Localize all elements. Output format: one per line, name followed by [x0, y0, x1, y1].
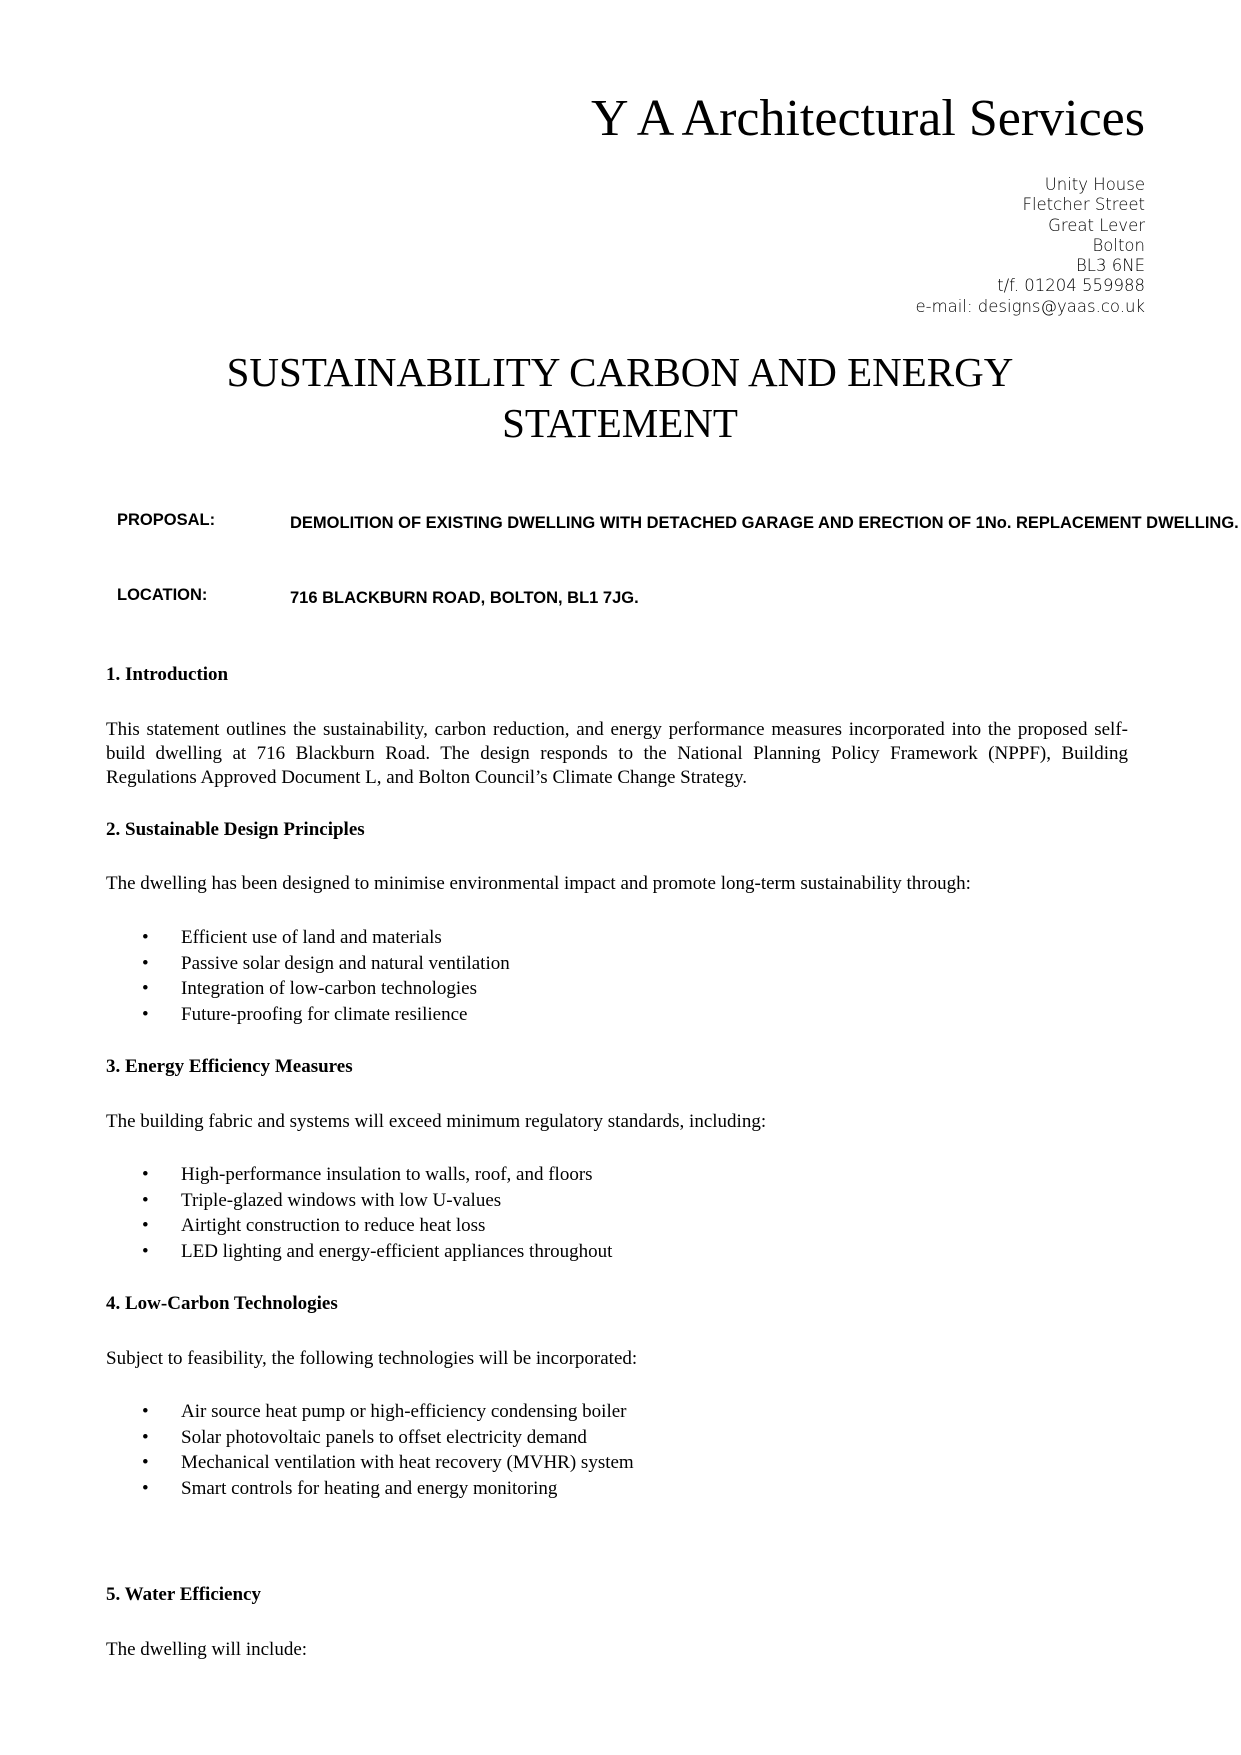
address-line: Great Lever — [1048, 215, 1145, 235]
introduction-paragraph: This statement outlines the sustainability, carbon reduction, and energy performance measures incorporated into the proposed self-build dwelling at 716 Blackburn Road. The design responds to the National Planning Policy Framework (NPPF), Building Regulations Approved Document L, and Bolton Council’s Climate Change Strategy. — [106, 719, 1128, 788]
location-value: 716 BLACKBURN ROAD, BOLTON, BL1 7JG. — [290, 589, 639, 607]
list-item: • Airtight construction to reduce heat loss — [106, 1213, 612, 1239]
list-item: • High-performance insulation to walls, roof, and floors — [106, 1162, 612, 1188]
list-item: • Integration of low-carbon technologies — [106, 976, 510, 1002]
low-carbon-list — [106, 1399, 634, 1501]
energy-efficiency-paragraph: The building fabric and systems will exceed minimum regulatory standards, including: — [106, 1111, 767, 1132]
low-carbon-paragraph: Subject to feasibility, the following technologies will be incorporated: — [106, 1348, 638, 1369]
energy-efficiency-list — [106, 1162, 612, 1264]
document-title-line-2: STATEMENT — [502, 400, 738, 446]
document-title-line-1: SUSTAINABILITY CARBON AND ENERGY — [226, 349, 1014, 395]
section-heading-introduction: 1. Introduction — [106, 664, 229, 685]
address-line: Fletcher Street — [1022, 195, 1145, 215]
list-item: • Mechanical ventilation with heat recovery (MVHR) system — [106, 1450, 634, 1476]
email-line: e-mail: designs@yaas.co.uk — [915, 296, 1145, 316]
company-address — [916, 175, 1146, 317]
list-item: • Passive solar design and natural ventilation — [106, 951, 510, 977]
company-name: Y A Architectural Services — [590, 90, 1145, 147]
list-item: • Solar photovoltaic panels to offset electricity demand — [106, 1425, 634, 1451]
proposal-label: PROPOSAL: — [117, 511, 216, 529]
proposal-value: DEMOLITION OF EXISTING DWELLING WITH DETACHED GARAGE AND ERECTION OF 1No. REPLACEMENT DWELLING. — [290, 514, 1239, 532]
list-item: • LED lighting and energy-efficient appliances throughout — [106, 1239, 612, 1265]
document-title — [150, 347, 1090, 449]
design-principles-paragraph: The dwelling has been designed to minimise environmental impact and promote long-term sustainability through: — [106, 873, 971, 894]
list-item: • Future-proofing for climate resilience — [106, 1002, 510, 1028]
list-item: • Air source heat pump or high-efficiency condensing boiler — [106, 1399, 634, 1425]
list-item: • Triple-glazed windows with low U-values — [106, 1188, 612, 1214]
section-heading-low-carbon: 4. Low-Carbon Technologies — [106, 1293, 338, 1314]
section-heading-water-efficiency: 5. Water Efficiency — [106, 1584, 261, 1605]
list-item: • Smart controls for heating and energy monitoring — [106, 1476, 634, 1502]
location-label: LOCATION: — [117, 586, 208, 604]
address-line: Unity House — [1044, 175, 1145, 194]
address-line: Bolton — [1092, 235, 1145, 255]
address-line: BL3 6NE — [1075, 256, 1145, 276]
phone-line: t/f. 01204 559988 — [997, 276, 1145, 296]
list-item: • Efficient use of land and materials — [106, 925, 510, 951]
section-heading-design-principles: 2. Sustainable Design Principles — [106, 819, 365, 840]
design-principles-list — [106, 925, 510, 1027]
section-heading-energy-efficiency: 3. Energy Efficiency Measures — [106, 1056, 353, 1077]
water-efficiency-paragraph: The dwelling will include: — [106, 1639, 308, 1660]
